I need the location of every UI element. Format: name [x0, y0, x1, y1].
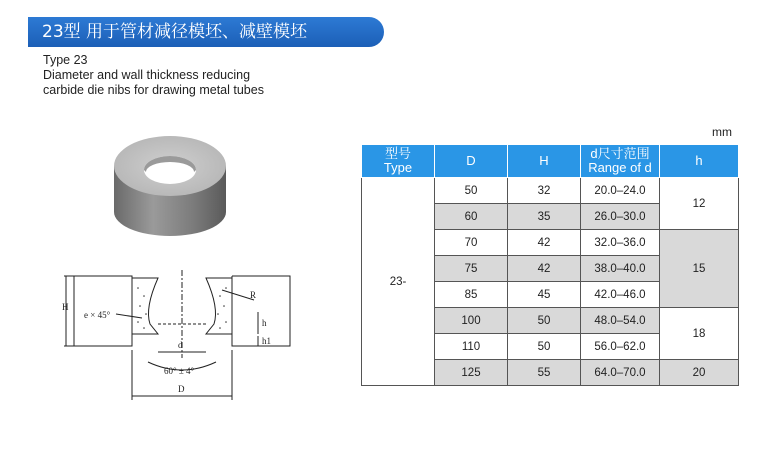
subtitle-type: Type 23	[43, 53, 88, 67]
cell-h: 15	[660, 230, 739, 308]
cell-range: 20.0–24.0	[581, 178, 660, 204]
label-d: d	[178, 340, 183, 350]
cell-H: 50	[508, 308, 581, 334]
header-H: H	[508, 145, 581, 178]
label-h1: h1	[262, 336, 271, 346]
cell-range: 38.0–40.0	[581, 256, 660, 282]
header-range-en: Range of d	[588, 160, 652, 175]
label-H: H	[62, 302, 69, 312]
header-range-cn: d尺寸范围	[590, 146, 650, 161]
header-type-cn: 型号	[384, 146, 411, 161]
label-R: R	[250, 290, 257, 300]
header-type-en: Type	[383, 160, 413, 175]
cell-H: 35	[508, 204, 581, 230]
cell-range: 26.0–30.0	[581, 204, 660, 230]
header-D: D	[435, 145, 508, 178]
subtitle-description-line2: carbide die nibs for drawing metal tubes	[43, 83, 264, 97]
cell-H: 42	[508, 230, 581, 256]
cell-D: 110	[435, 334, 508, 360]
header-h: h	[660, 145, 739, 178]
cell-range: 32.0–36.0	[581, 230, 660, 256]
spec-table	[361, 144, 739, 386]
cell-range: 64.0–70.0	[581, 360, 660, 386]
cell-range: 56.0–62.0	[581, 334, 660, 360]
cell-H: 42	[508, 256, 581, 282]
cell-D: 100	[435, 308, 508, 334]
cell-range: 42.0–46.0	[581, 282, 660, 308]
label-D: D	[178, 384, 185, 394]
cell-D: 75	[435, 256, 508, 282]
cell-D: 70	[435, 230, 508, 256]
cell-H: 55	[508, 360, 581, 386]
cell-D: 85	[435, 282, 508, 308]
unit-label: mm	[712, 125, 732, 139]
table-header-row	[362, 145, 739, 178]
die-nib-section-drawing	[62, 266, 298, 408]
die-nib-3d-image	[108, 128, 232, 240]
cell-D: 60	[435, 204, 508, 230]
type-cell: 23-	[362, 178, 435, 386]
page-title: 23型 用于管材减径模坯、减壁模坯	[28, 17, 384, 47]
table-row	[362, 178, 739, 204]
cell-D: 125	[435, 360, 508, 386]
cell-D: 50	[435, 178, 508, 204]
label-h: h	[262, 318, 267, 328]
cell-h: 20	[660, 360, 739, 386]
subtitle-description-line1: Diameter and wall thickness reducing	[43, 68, 251, 82]
header-range	[581, 145, 660, 178]
label-chamfer: e × 45°	[84, 310, 111, 320]
cell-h: 18	[660, 308, 739, 360]
cell-H: 45	[508, 282, 581, 308]
cell-H: 32	[508, 178, 581, 204]
cell-range: 48.0–54.0	[581, 308, 660, 334]
cell-h: 12	[660, 178, 739, 230]
cell-H: 50	[508, 334, 581, 360]
header-type	[362, 145, 435, 178]
label-angle: 60° ± 4°	[164, 366, 195, 376]
